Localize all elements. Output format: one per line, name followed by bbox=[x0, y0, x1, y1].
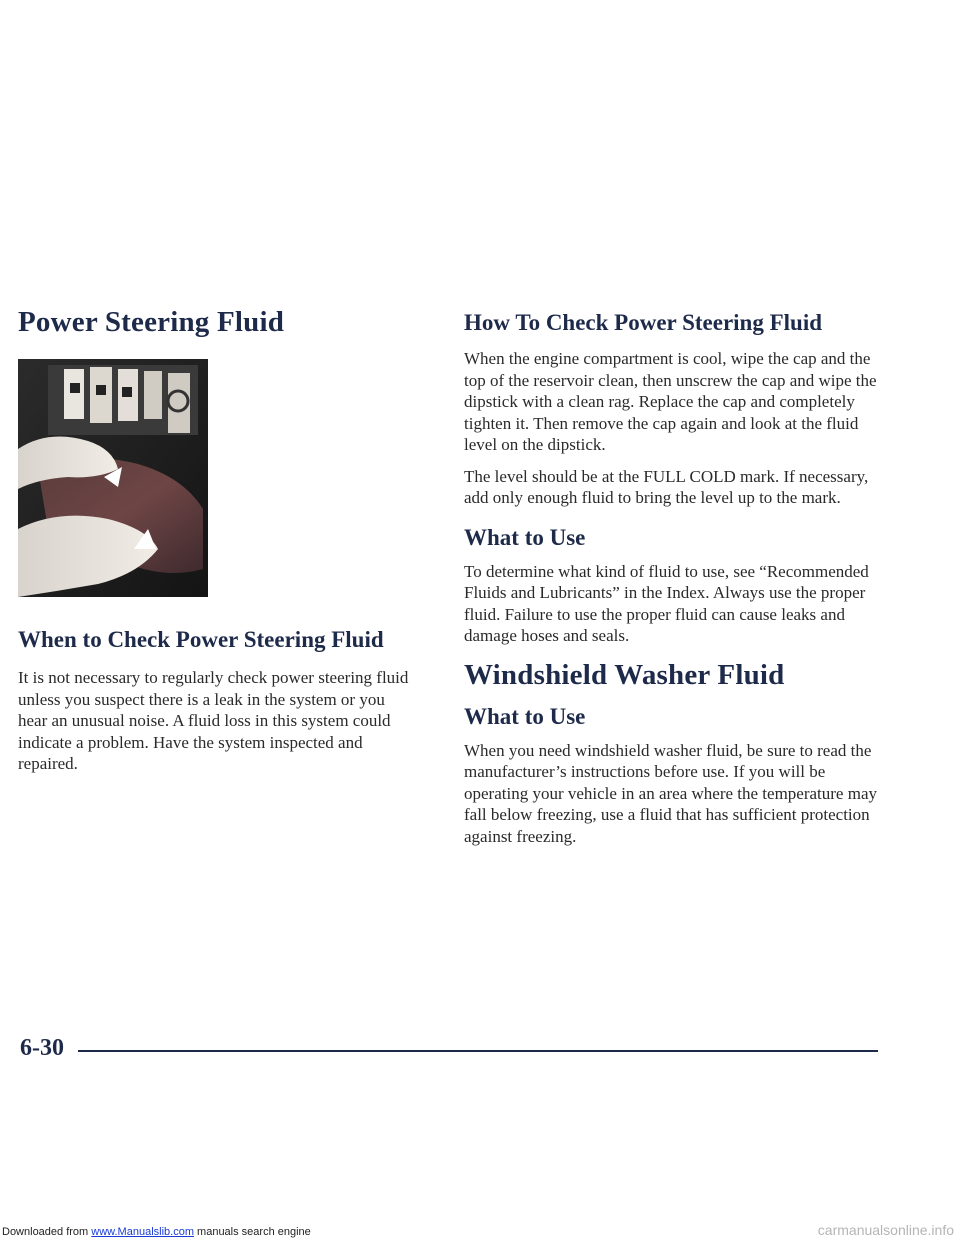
subtitle-how-to-check: How To Check Power Steering Fluid bbox=[464, 310, 823, 335]
left-column bbox=[18, 306, 418, 775]
section-title-power-steering: Power Steering Fluid bbox=[18, 306, 285, 338]
how-to-check-paragraph-1: When the engine compartment is cool, wipe the cap and the top of the reservoir clean, then unscrew the cap and wipe the dipstick with a clean rag. Replace the cap and completely tighten it. Then remove the cap again and look at the fluid level on the dipstick. bbox=[464, 349, 877, 454]
subtitle-what-to-use: What to Use bbox=[464, 524, 586, 550]
washer-what-to-use-paragraph: When you need windshield washer fluid, be sure to read the manufacturer’s instructions before use. If you will be operating your vehicle in an area where the temperature may fall below freezing, use a fluid that has sufficient protection against freezing. bbox=[464, 740, 877, 846]
subtitle-when-to-check: When to Check Power Steering Fluid bbox=[18, 627, 384, 652]
site-watermark: carmanualsonline.info bbox=[817, 1222, 954, 1238]
manualslib-link[interactable]: www.Manualslib.com bbox=[91, 1226, 194, 1238]
how-to-check-paragraph-2: The level should be at the FULL COLD mark. If necessary, add only enough fluid to bring the level up to the mark. bbox=[464, 466, 869, 507]
footer-rule bbox=[78, 1050, 878, 1052]
download-suffix: manuals search engine bbox=[193, 1226, 311, 1238]
right-column bbox=[464, 310, 884, 847]
power-steering-photo bbox=[18, 359, 208, 597]
when-to-check-paragraph: It is not necessary to regularly check power steering fluid unless you suspect there is a leak in the system or you hear an unusual noise. A fluid loss in this system could indicate a problem. Have the system inspected and repaired. bbox=[18, 668, 409, 773]
section-title-washer-fluid: Windshield Washer Fluid bbox=[464, 658, 785, 691]
subtitle-washer-what-to-use: What to Use bbox=[464, 703, 586, 729]
what-to-use-paragraph: To determine what kind of fluid to use, see “Recommended Fluids and Lubricants” in the Index. Always use the proper fluid. Failure to use the proper fluid can cause leaks and damage hoses and seals. bbox=[464, 561, 869, 645]
download-source-line bbox=[2, 1226, 311, 1238]
page-number: 6-30 bbox=[20, 1035, 64, 1061]
download-prefix: Downloaded from bbox=[2, 1226, 92, 1238]
photo-illustration bbox=[18, 359, 208, 597]
